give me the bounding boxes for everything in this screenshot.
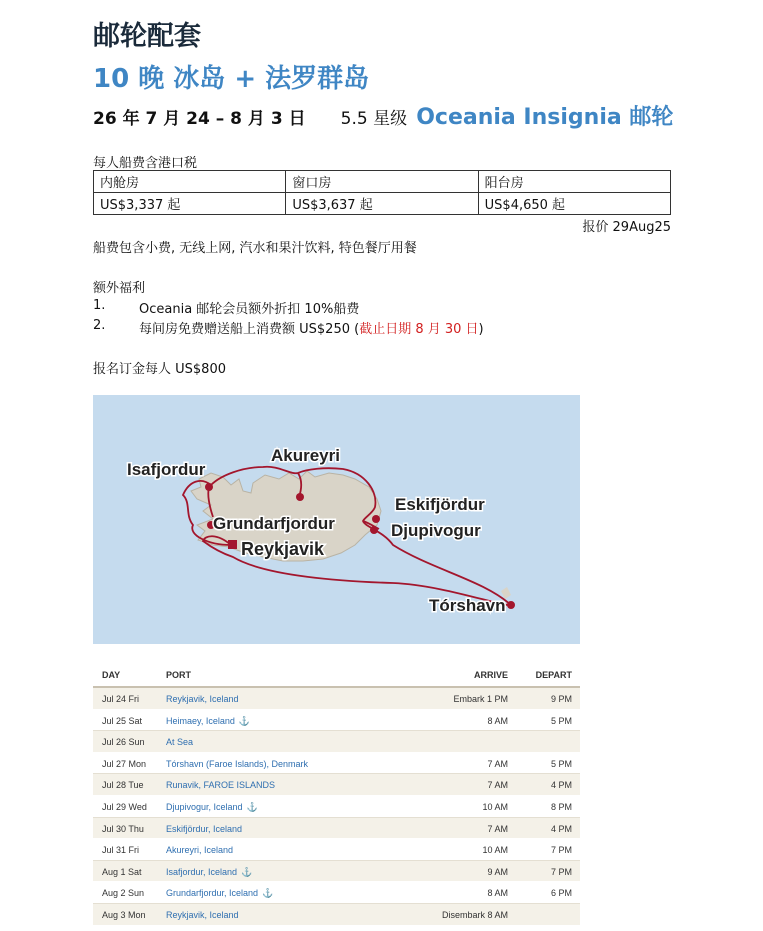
itinerary-depart bbox=[551, 780, 572, 790]
port-dot-torshavn bbox=[507, 601, 515, 609]
benefit-num: 2. bbox=[93, 318, 106, 333]
benefits-title: 额外福利 bbox=[93, 281, 146, 296]
itinerary-port[interactable] bbox=[166, 737, 193, 747]
itinerary-row bbox=[93, 839, 580, 861]
itinerary-day bbox=[102, 910, 146, 920]
col-day: DAY bbox=[102, 670, 121, 680]
itinerary-day-text: Jul 27 Mon bbox=[102, 758, 147, 769]
port-dot-djupivogur bbox=[370, 526, 378, 534]
benefit-item-1 bbox=[93, 298, 360, 317]
anchor-icon: ⚓ bbox=[246, 801, 258, 812]
itinerary-arrive bbox=[487, 716, 508, 726]
itinerary-day bbox=[102, 737, 145, 747]
itinerary-day bbox=[102, 867, 142, 877]
itinerary-arrive bbox=[442, 910, 508, 920]
itinerary-arrive bbox=[487, 888, 508, 898]
itinerary-row bbox=[93, 731, 580, 753]
itinerary-arrive bbox=[487, 867, 508, 877]
map-label-reykjavik: Reykjavik bbox=[241, 539, 325, 559]
port-dot-eskifjordur bbox=[372, 515, 380, 523]
benefit-deadline: 截止日期 8 月 30 日 bbox=[359, 322, 479, 337]
itinerary-arrive-text: 7 AM bbox=[487, 780, 508, 791]
col-port: PORT bbox=[166, 670, 192, 680]
itinerary-depart-text: 4 PM bbox=[550, 823, 572, 834]
itinerary-arrive bbox=[453, 694, 508, 704]
route-map bbox=[93, 395, 580, 644]
itinerary-port-text: Runavik, FAROE ISLANDS bbox=[166, 780, 276, 791]
itinerary-port-text: At Sea bbox=[166, 737, 194, 748]
itinerary-day bbox=[102, 845, 139, 855]
itinerary-port-text: Eskifjördur, Iceland bbox=[166, 823, 243, 834]
trip-dates: 26 年 7 月 24 – 8 月 3 日 bbox=[93, 109, 306, 129]
itinerary-day bbox=[102, 759, 146, 769]
itinerary-day-text: Aug 3 Mon bbox=[102, 909, 146, 920]
inclusions-text: 船费包含小费, 无线上网, 汽水和果汁饮料, 特色餐厅用餐 bbox=[93, 241, 417, 256]
itinerary-day-text: Jul 30 Thu bbox=[102, 823, 144, 834]
itinerary-depart bbox=[551, 716, 572, 726]
itinerary-day bbox=[102, 716, 142, 726]
itinerary-arrive bbox=[487, 824, 508, 834]
itinerary-day-text: Aug 1 Sat bbox=[102, 866, 142, 877]
fare-header-inside: 内舱房 bbox=[94, 171, 286, 193]
itinerary-day bbox=[102, 802, 147, 812]
itinerary-depart bbox=[551, 802, 572, 812]
itinerary-day bbox=[102, 780, 144, 790]
port-dot-akureyri bbox=[296, 493, 304, 501]
itinerary-arrive-text: 9 AM bbox=[487, 866, 508, 877]
itinerary-arrive-text: Disembark 8 AM bbox=[441, 909, 508, 920]
itinerary-depart-text: 9 PM bbox=[550, 694, 572, 704]
itinerary-port-text: Tórshavn (Faroe Islands), Denmark bbox=[166, 758, 309, 769]
itinerary-row bbox=[93, 710, 580, 732]
itinerary-arrive bbox=[487, 759, 508, 769]
quote-date: 报价 29Aug25 bbox=[582, 220, 671, 235]
itinerary-arrive bbox=[482, 845, 508, 855]
fare-price-window: US$3,637 起 bbox=[286, 193, 478, 215]
trip-subtitle: 10 晚 冰岛 + 法罗群岛 bbox=[93, 64, 370, 94]
itinerary-row bbox=[93, 774, 580, 796]
itinerary-port-text: Reykjavik, Iceland bbox=[166, 909, 239, 920]
itinerary-port[interactable] bbox=[166, 694, 239, 704]
itinerary-depart-text: 5 PM bbox=[550, 758, 572, 769]
itinerary-depart bbox=[551, 867, 572, 877]
itinerary-day-text: Jul 24 Fri bbox=[102, 694, 140, 704]
itinerary-port[interactable] bbox=[166, 845, 233, 855]
benefit-num: 1. bbox=[93, 298, 106, 313]
itinerary-rows bbox=[93, 688, 580, 926]
itinerary-arrive-text: 8 AM bbox=[487, 888, 508, 899]
fare-price-inside: US$3,337 起 bbox=[94, 193, 286, 215]
itinerary-arrive bbox=[482, 802, 508, 812]
map-label-grundarfjordur: Grundarfjordur bbox=[213, 514, 335, 533]
route-map-svg bbox=[93, 395, 580, 644]
itinerary-depart-text: 5 PM bbox=[550, 715, 572, 726]
itinerary-day-text: Jul 25 Sat bbox=[102, 715, 143, 726]
deposit-text: 报名订金每人 US$800 bbox=[93, 362, 226, 377]
ship-name: Oceania Insignia 邮轮 bbox=[416, 105, 674, 130]
itinerary-row bbox=[93, 796, 580, 818]
itinerary-arrive-text: 7 AM bbox=[487, 758, 508, 769]
itinerary-row bbox=[93, 861, 580, 883]
itinerary-port-text: Heimaey, Iceland bbox=[166, 715, 235, 726]
map-label-isafjordur: Isafjordur bbox=[127, 460, 206, 479]
itinerary-day bbox=[102, 888, 144, 898]
itinerary-arrive-text: 7 AM bbox=[487, 823, 508, 834]
trip-info-line bbox=[93, 100, 673, 131]
fare-price-row bbox=[94, 193, 671, 215]
itinerary-row bbox=[93, 904, 580, 926]
itinerary-port-text: Isafjordur, Iceland bbox=[166, 866, 238, 877]
benefit-tail: ) bbox=[478, 322, 484, 337]
itinerary-port[interactable] bbox=[166, 759, 308, 769]
itinerary-port[interactable] bbox=[166, 780, 275, 790]
itinerary-day-text: Jul 31 Fri bbox=[102, 845, 140, 856]
itinerary-port-text: Grundarfjordur, Iceland bbox=[166, 888, 259, 899]
itinerary-depart-text: 7 PM bbox=[550, 866, 572, 877]
ship-rating: 5.5 星级 bbox=[340, 109, 408, 129]
benefit-item-2 bbox=[93, 318, 613, 337]
map-label-torshavn: Tórshavn bbox=[429, 596, 506, 615]
itinerary-table bbox=[93, 662, 580, 926]
itinerary-port[interactable] bbox=[166, 802, 258, 813]
fare-header-window: 窗口房 bbox=[286, 171, 478, 193]
itinerary-arrive-text: Embark 1 PM bbox=[453, 694, 508, 704]
itinerary-depart-text: 7 PM bbox=[550, 845, 572, 856]
itinerary-header bbox=[93, 662, 580, 688]
itinerary-day-text: Aug 2 Sun bbox=[102, 888, 145, 899]
itinerary-arrive bbox=[487, 780, 508, 790]
map-label-djupivogur: Djupivogur bbox=[391, 521, 481, 540]
itinerary-depart bbox=[551, 694, 572, 704]
itinerary-depart-text: 8 PM bbox=[550, 801, 572, 812]
col-arrive: ARRIVE bbox=[473, 670, 508, 680]
fare-header-row bbox=[94, 171, 671, 193]
itinerary-arrive-text: 8 AM bbox=[487, 715, 508, 726]
itinerary-day bbox=[102, 694, 139, 704]
fare-header-balcony: 阳台房 bbox=[478, 171, 670, 193]
itinerary-depart bbox=[551, 845, 572, 855]
itinerary-row bbox=[93, 688, 580, 710]
itinerary-day-text: Jul 26 Sun bbox=[102, 737, 145, 748]
itinerary-depart bbox=[551, 888, 572, 898]
itinerary-depart bbox=[551, 759, 572, 769]
fare-price-balcony: US$4,650 起 bbox=[478, 193, 670, 215]
itinerary-port-text: Reykjavik, Iceland bbox=[166, 694, 239, 704]
port-marker-reykjavik bbox=[228, 540, 237, 549]
fare-table bbox=[93, 170, 671, 215]
itinerary-day-text: Jul 29 Wed bbox=[102, 801, 147, 812]
col-depart: DEPART bbox=[535, 670, 572, 680]
itinerary-port[interactable] bbox=[166, 910, 239, 920]
itinerary-port[interactable] bbox=[166, 888, 273, 899]
anchor-icon: ⚓ bbox=[241, 866, 253, 877]
itinerary-port[interactable] bbox=[166, 824, 242, 834]
itinerary-row bbox=[93, 753, 580, 775]
port-dot-isafjordur bbox=[205, 483, 213, 491]
itinerary-depart-text: 6 PM bbox=[550, 888, 572, 899]
itinerary-row bbox=[93, 818, 580, 840]
itinerary-port[interactable] bbox=[166, 716, 250, 727]
itinerary-depart-text: 4 PM bbox=[550, 780, 572, 791]
fare-caption: 每人船费含港口税 bbox=[93, 156, 198, 171]
anchor-icon: ⚓ bbox=[238, 715, 251, 726]
itinerary-port[interactable] bbox=[166, 867, 252, 878]
itinerary-port-text: Djupivogur, Iceland bbox=[166, 801, 243, 812]
itinerary-port-text: Akureyri, Iceland bbox=[166, 845, 234, 856]
benefit-text: Oceania 邮轮会员额外折扣 10%船费 bbox=[139, 302, 360, 317]
itinerary-arrive-text: 10 AM bbox=[482, 845, 508, 856]
itinerary-depart bbox=[551, 824, 572, 834]
benefit-text: 每间房免费赠送船上消费额 US$250 ( bbox=[139, 322, 360, 337]
itinerary-day-text: Jul 28 Tue bbox=[102, 780, 144, 791]
itinerary-arrive-text: 10 AM bbox=[482, 801, 508, 812]
anchor-icon: ⚓ bbox=[262, 888, 274, 899]
itinerary-day bbox=[102, 824, 144, 834]
map-label-eskifjordur: Eskifjördur bbox=[395, 495, 485, 514]
map-label-akureyri: Akureyri bbox=[271, 446, 340, 465]
itinerary-row bbox=[93, 882, 580, 904]
page-title: 邮轮配套 bbox=[93, 21, 201, 52]
